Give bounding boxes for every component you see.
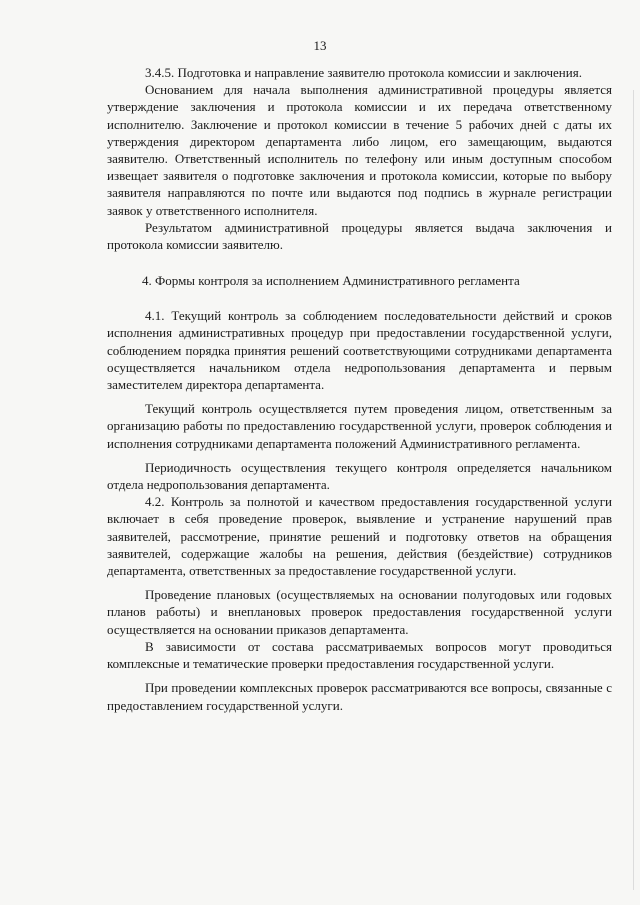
paragraph-periodicity: Периодичность осуществления текущего контроля определяется начальником отдела недропользования департамента.: [107, 459, 612, 493]
paragraph-result: Результатом административной процедуры является выдача заключения и протокола комиссии заявителю.: [107, 219, 612, 253]
page-number: 13: [313, 38, 327, 53]
scan-edge-line: [633, 90, 634, 890]
document-body: [107, 64, 612, 714]
paragraph-3-4-5-heading: 3.4.5. Подготовка и направление заявителю протокола комиссии и заключения.: [145, 65, 582, 80]
paragraph-complex-checks: При проведении комплексных проверок рассматриваются все вопросы, связанные с предоставлением государственной услуги.: [107, 680, 612, 713]
paragraph-4-2: 4.2. Контроль за полнотой и качеством предоставления государственной услуги включает в себя проведение проверок, выявление и устранение нарушений прав заявителей, рассмотрение, принятие решений и подготовку ответов на обращения заявителей, содержащие жалобы на решения, действия (бездействие) сотрудников департамента, ответственных за предоставление государственной услуги.: [107, 494, 612, 579]
paragraph-4-1: 4.1. Текущий контроль за соблюдением последовательности действий и сроков исполнения административных процедур при предоставлении государственной услуги, соблюдением порядка принятия решений соответствующими сотрудниками департамента осуществляется начальником отдела недропользования департамента и первым заместителем директора департамента.: [107, 308, 612, 393]
section-4-title: 4. Формы контроля за исполнением Административного регламента: [142, 273, 520, 289]
paragraph-basis: Основанием для начала выполнения административной процедуры является утверждение заключения и протокола комиссии и их передача ответственному исполнителю. Заключение и протокол комиссии в течение 5 рабочих дней с даты их утверждения директором департамента либо лицом, его замещающим, выдаются заявителю. Ответственный исполнитель по телефону или иным доступным способом извещает заявителя о подготовке заключения и протокола комиссии, которые по выбору заявителя направляются по почте или выдаются под подпись в журнале регистрации заявок у ответственного исполнителя.: [107, 82, 612, 218]
paragraph-planned-checks: Проведение плановых (осуществляемых на основании полугодовых или годовых планов работы) и внеплановых проверок предоставления государственной услуги осуществляется на основании приказов департамента.: [107, 587, 612, 637]
paragraph-depending: В зависимости от состава рассматриваемых вопросов могут проводиться комплексные и тематические проверки предоставления государственной услуги.: [107, 638, 612, 672]
paragraph-current-control: Текущий контроль осуществляется путем проведения лицом, ответственным за организацию работы по предоставлению государственной услуги, проверок соблюдения и исполнения сотрудниками департамента положений Административного регламента.: [107, 401, 612, 451]
